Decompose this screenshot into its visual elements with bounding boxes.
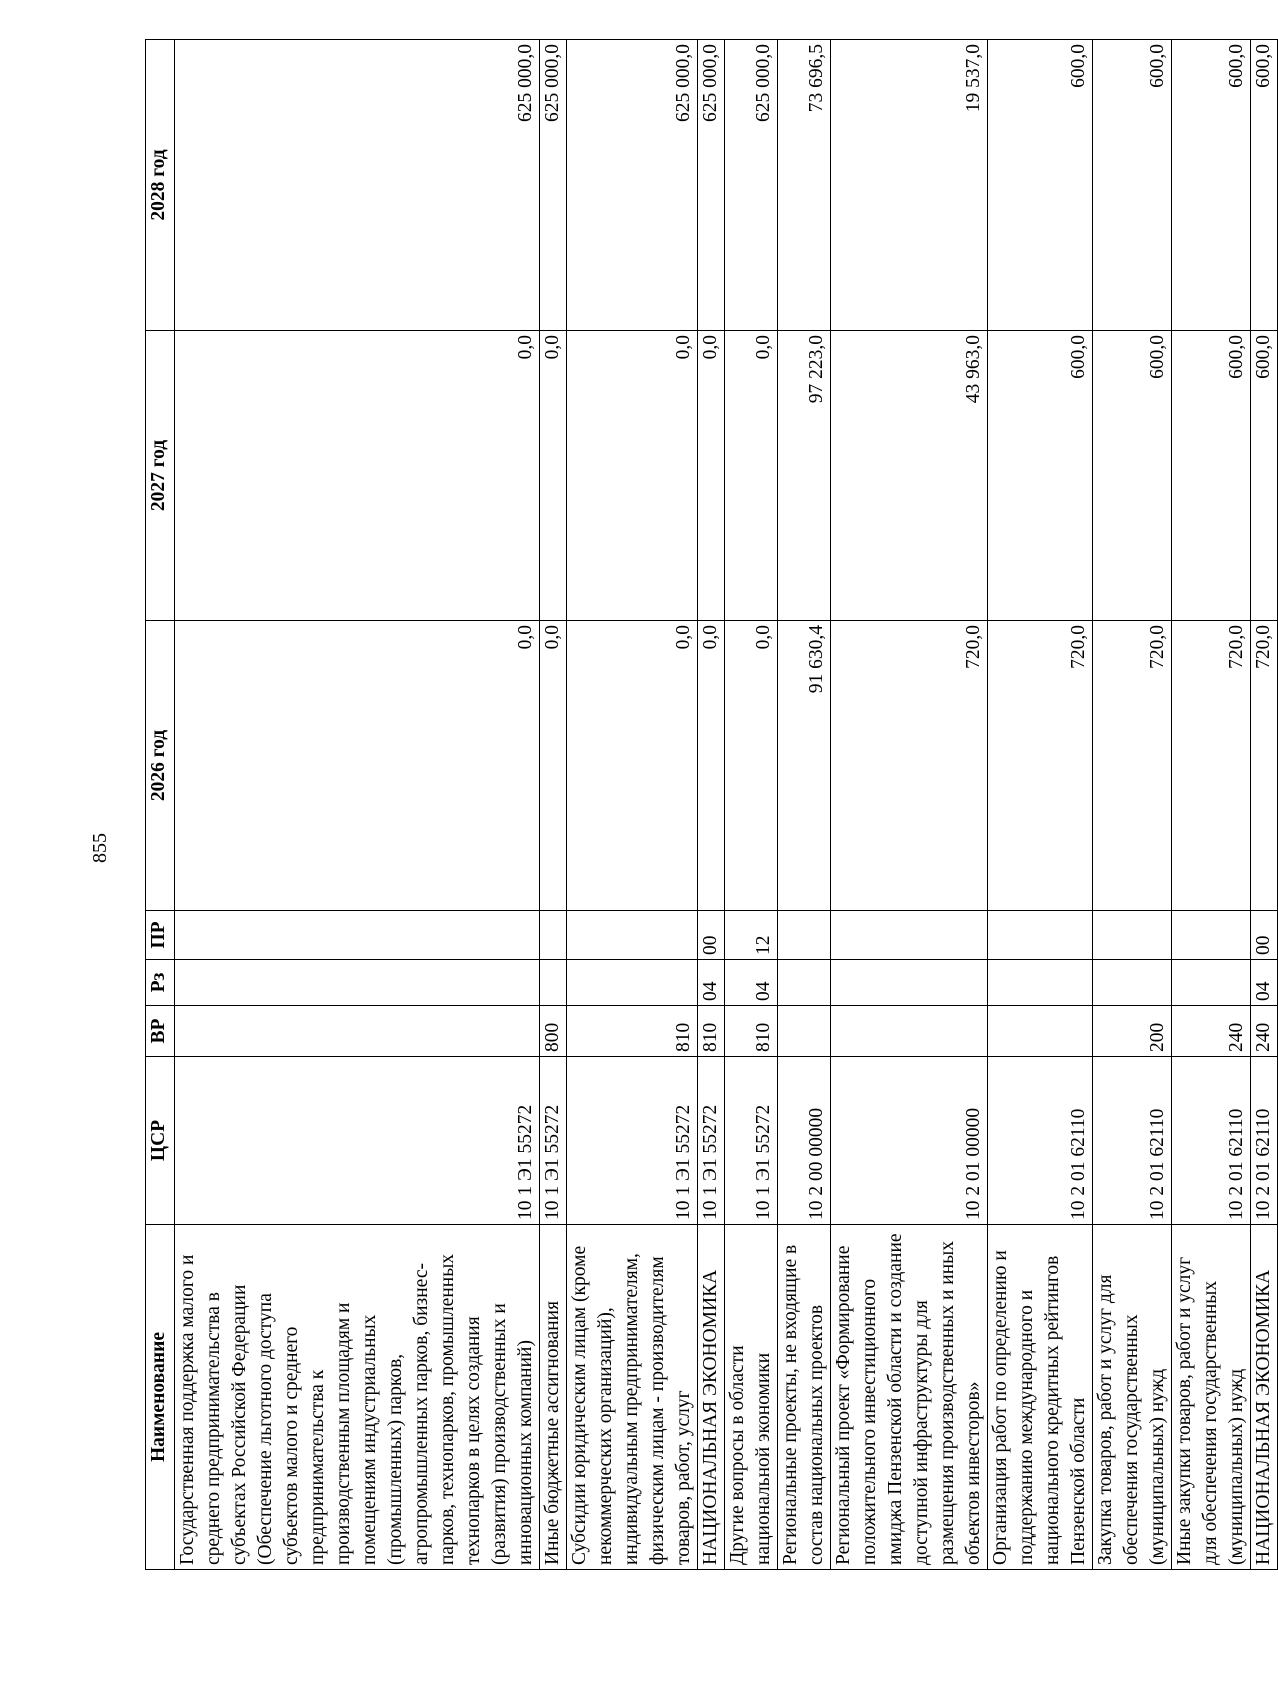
cell-rz: 04 xyxy=(1251,960,1278,1006)
cell-rz: 04 xyxy=(698,960,725,1006)
cell-2027: 43 963,0 xyxy=(831,331,988,621)
cell-pr xyxy=(1093,911,1172,960)
cell-2027: 600,0 xyxy=(1172,331,1251,621)
cell-pr: 00 xyxy=(1251,911,1278,960)
cell-vr xyxy=(175,1006,540,1057)
table-row xyxy=(831,40,988,1570)
cell-rz xyxy=(1172,960,1251,1006)
cell-pr: 12 xyxy=(725,911,778,960)
cell-name: НАЦИОНАЛЬНАЯ ЭКОНОМИКА xyxy=(698,1225,725,1570)
cell-2026: 91 630,4 xyxy=(778,621,831,911)
cell-2026: 720,0 xyxy=(988,621,1093,911)
cell-2026: 720,0 xyxy=(831,621,988,911)
cell-rz xyxy=(1093,960,1172,1006)
cell-2027: 0,0 xyxy=(567,331,698,621)
col-header-2027: 2027 год xyxy=(146,331,175,621)
cell-name: Субсидии юридическим лицам (кроме некоммерческих организаций), индивидуальным предпринимателям, физическим лицам - производителям товаров, работ, услуг xyxy=(567,1225,698,1570)
col-header-2026: 2026 год xyxy=(146,621,175,911)
cell-2028: 600,0 xyxy=(1251,40,1278,331)
cell-2028: 625 000,0 xyxy=(567,40,698,331)
cell-name: Региональный проект «Формирование положительного инвестиционного имиджа Пензенской области и создание доступной инфраструктуры для размещения производственных и иных объектов инвесторов» xyxy=(831,1225,988,1570)
cell-2027: 97 223,0 xyxy=(778,331,831,621)
cell-vr xyxy=(988,1006,1093,1057)
cell-2028: 600,0 xyxy=(1172,40,1251,331)
table-header-row xyxy=(146,40,175,1570)
cell-csr: 10 1 Э1 55272 xyxy=(725,1057,778,1225)
cell-2027: 0,0 xyxy=(698,331,725,621)
table-row xyxy=(567,40,698,1570)
cell-pr xyxy=(175,911,540,960)
cell-name: Иные закупки товаров, работ и услуг для обеспечения государственных (муниципальных) нужд xyxy=(1172,1225,1251,1570)
col-header-pr: ПР xyxy=(146,911,175,960)
cell-pr xyxy=(831,911,988,960)
table-row xyxy=(540,40,567,1570)
cell-vr xyxy=(778,1006,831,1057)
cell-2028: 625 000,0 xyxy=(540,40,567,331)
cell-csr: 10 2 01 62110 xyxy=(988,1057,1093,1225)
cell-pr xyxy=(1172,911,1251,960)
cell-csr: 10 1 Э1 55272 xyxy=(175,1057,540,1225)
cell-vr: 240 xyxy=(1172,1006,1251,1057)
cell-vr: 810 xyxy=(698,1006,725,1057)
cell-pr xyxy=(540,911,567,960)
cell-2026: 0,0 xyxy=(567,621,698,911)
col-header-name: Наименование xyxy=(146,1225,175,1570)
cell-vr: 800 xyxy=(540,1006,567,1057)
rotated-table-container xyxy=(145,40,1274,1570)
cell-2028: 625 000,0 xyxy=(175,40,540,331)
table-row xyxy=(1251,40,1278,1570)
cell-2027: 0,0 xyxy=(540,331,567,621)
cell-name: НАЦИОНАЛЬНАЯ ЭКОНОМИКА xyxy=(1251,1225,1278,1570)
cell-vr: 240 xyxy=(1251,1006,1278,1057)
cell-pr xyxy=(988,911,1093,960)
cell-name: Другие вопросы в области национальной экономики xyxy=(725,1225,778,1570)
table-body xyxy=(175,40,1278,1570)
cell-vr: 200 xyxy=(1093,1006,1172,1057)
cell-rz xyxy=(567,960,698,1006)
cell-2028: 600,0 xyxy=(1093,40,1172,331)
cell-2028: 625 000,0 xyxy=(725,40,778,331)
cell-name: Закупка товаров, работ и услуг для обеспечения государственных (муниципальных) нужд xyxy=(1093,1225,1172,1570)
cell-2027: 0,0 xyxy=(725,331,778,621)
cell-rz xyxy=(831,960,988,1006)
col-header-2028: 2028 год xyxy=(146,40,175,331)
cell-2028: 600,0 xyxy=(988,40,1093,331)
cell-vr: 810 xyxy=(567,1006,698,1057)
table-row xyxy=(1172,40,1251,1570)
cell-pr xyxy=(567,911,698,960)
cell-rz xyxy=(540,960,567,1006)
table-row xyxy=(778,40,831,1570)
cell-2026: 0,0 xyxy=(698,621,725,911)
cell-name: Организация работ по определению и поддержанию международного и национального кредитных рейтингов Пензенской области xyxy=(988,1225,1093,1570)
cell-2027: 600,0 xyxy=(988,331,1093,621)
cell-2026: 720,0 xyxy=(1172,621,1251,911)
table-row xyxy=(988,40,1093,1570)
cell-2027: 600,0 xyxy=(1251,331,1278,621)
cell-csr: 10 2 01 62110 xyxy=(1251,1057,1278,1225)
cell-name: Иные бюджетные ассигнования xyxy=(540,1225,567,1570)
col-header-vr: ВР xyxy=(146,1006,175,1057)
cell-2026: 0,0 xyxy=(725,621,778,911)
cell-2026: 0,0 xyxy=(540,621,567,911)
cell-rz xyxy=(175,960,540,1006)
cell-2028: 73 696,5 xyxy=(778,40,831,331)
table-row xyxy=(698,40,725,1570)
cell-2028: 625 000,0 xyxy=(698,40,725,331)
budget-table xyxy=(145,39,1278,1570)
cell-csr: 10 2 01 00000 xyxy=(831,1057,988,1225)
table-row xyxy=(725,40,778,1570)
cell-rz xyxy=(988,960,1093,1006)
cell-2026: 0,0 xyxy=(175,621,540,911)
cell-rz: 04 xyxy=(725,960,778,1006)
table-row xyxy=(1093,40,1172,1570)
page-number: 855 xyxy=(89,833,111,863)
cell-2026: 720,0 xyxy=(1251,621,1278,911)
cell-vr xyxy=(831,1006,988,1057)
cell-pr xyxy=(778,911,831,960)
cell-csr: 10 2 01 62110 xyxy=(1172,1057,1251,1225)
cell-2026: 720,0 xyxy=(1093,621,1172,911)
cell-vr: 810 xyxy=(725,1006,778,1057)
cell-2027: 0,0 xyxy=(175,331,540,621)
cell-csr: 10 2 01 62110 xyxy=(1093,1057,1172,1225)
table-row xyxy=(175,40,540,1570)
cell-pr: 00 xyxy=(698,911,725,960)
col-header-rz: Рз xyxy=(146,960,175,1006)
cell-2027: 600,0 xyxy=(1093,331,1172,621)
cell-csr: 10 1 Э1 55272 xyxy=(567,1057,698,1225)
cell-csr: 10 1 Э1 55272 xyxy=(540,1057,567,1225)
cell-csr: 10 2 00 00000 xyxy=(778,1057,831,1225)
cell-name: Государственная поддержка малого и среднего предпринимательства в субъектах Российской Федерации (Обеспечение льготного доступа субъектов малого и среднего предпринимательства к производственным площадям и помещениям индустриальных (промышленных) парков, агропромышленных парков, бизнес-парков, технопарков, промышленных технопарков в целях создания (развития) производственных и инновационных компаний) xyxy=(175,1225,540,1570)
cell-name: Региональные проекты, не входящие в состав национальных проектов xyxy=(778,1225,831,1570)
cell-rz xyxy=(778,960,831,1006)
cell-csr: 10 1 Э1 55272 xyxy=(698,1057,725,1225)
col-header-csr: ЦСР xyxy=(146,1057,175,1225)
cell-2028: 19 537,0 xyxy=(831,40,988,331)
